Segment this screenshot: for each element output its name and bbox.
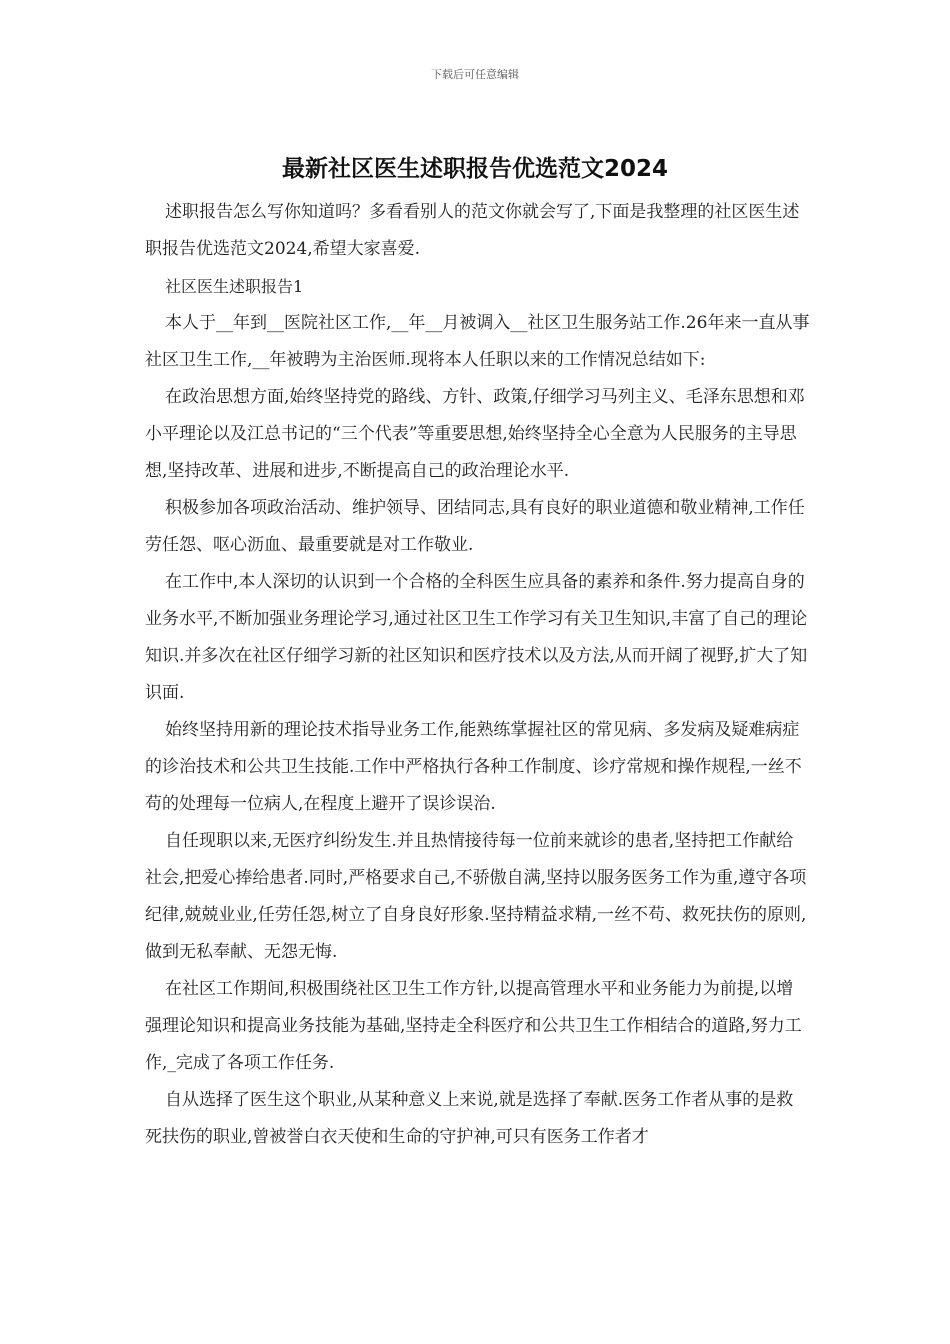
section-heading: 社区医生述职报告1: [165, 277, 304, 296]
paragraph: 在工作中,本人深切的认识到一个合格的全科医生应具备的素养和条件.努力提高自身的业务水平,不断加强业务理论学习,通过社区卫生工作学习有关卫生知识,丰富了自己的理论知识.并多次在社区仔细学习新的社区知识和医疗技术以及方法,从而开阔了视野,扩大了知识面.: [145, 572, 808, 703]
paragraph: 自从选择了医生这个职业,从某种意义上来说,就是选择了奉献.医务工作者从事的是救死扶伤的职业,曾被誉白衣天使和生命的守护神,可只有医务工作者才: [145, 1090, 794, 1147]
page-header-note: 下载后可任意编辑: [431, 68, 519, 81]
paragraph: 在社区工作期间,积极围绕社区卫生工作方针,以提高管理水平和业务能力为前提,以增强理论知识和提高业务技能为基础,坚持走全科医疗和公共卫生工作相结合的道路,努力工作,_完成了各项工作任务.: [145, 979, 802, 1073]
paragraph: 自任现职以来,无医疗纠纷发生.并且热情接待每一位前来就诊的患者,坚持把工作献给社会,把爱心捧给患者.同时,严格要求自己,不骄傲自满,坚持以服务医务工作为重,遵守各项纪律,兢兢业业,任劳任怨,树立了自身良好形象.坚持精益求精,一丝不苟、救死扶伤的原则,做到无私奉献、无怨无悔.: [145, 831, 807, 962]
paragraph: 本人于__年到__医院社区工作,__年__月被调入__社区卫生服务站工作.26年来一直从事社区卫生工作,__年被聘为主治医师.现将本人任职以来的工作情况总结如下:: [145, 313, 810, 370]
document-title: 最新社区医生述职报告优选范文2024: [281, 156, 668, 182]
document-body: [145, 194, 810, 1156]
paragraph: 始终坚持用新的理论技术指导业务工作,能熟练掌握社区的常见病、多发病及疑难病症的诊治技术和公共卫生技能.工作中严格执行各种工作制度、诊疗常规和操作规程,一丝不苟的处理每一位病人,在程度上避开了误诊误治.: [145, 720, 802, 814]
paragraph: 积极参加各项政治活动、维护领导、团结同志,具有良好的职业道德和敬业精神,工作任劳任怨、呕心沥血、最重要就是对工作敬业.: [145, 498, 805, 555]
paragraph-intro: 述职报告怎么写你知道吗？多看看别人的范文你就会写了,下面是我整理的社区医生述职报告优选范文2024,希望大家喜爱.: [145, 202, 800, 259]
paragraph: 在政治思想方面,始终坚持党的路线、方针、政策,仔细学习马列主义、毛泽东思想和邓小平理论以及江总书记的“三个代表”等重要思想,始终坚持全心全意为人民服务的主导思想,坚持改革、进展和进步,不断提高自己的政治理论水平.: [145, 387, 805, 481]
